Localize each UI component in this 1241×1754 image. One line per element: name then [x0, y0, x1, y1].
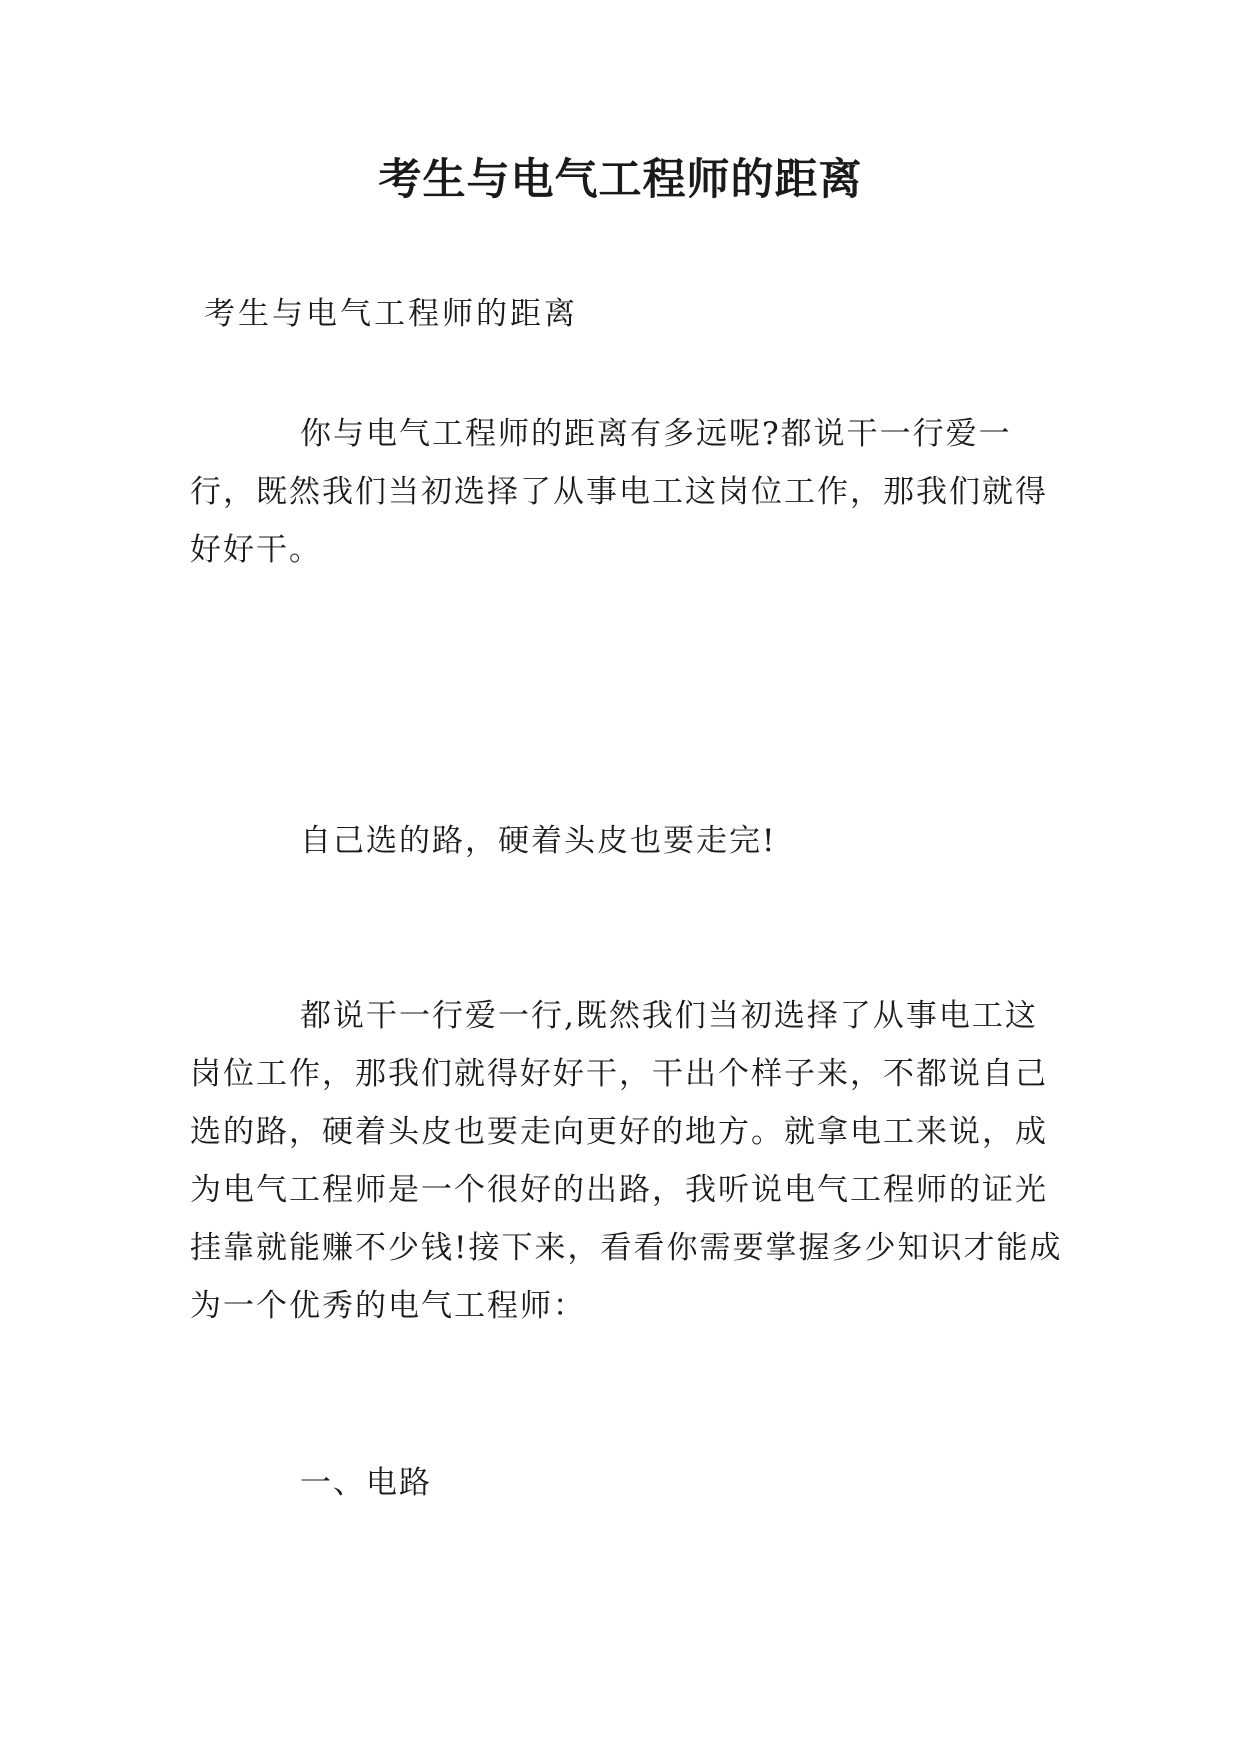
document-title: 考生与电气工程师的距离	[378, 155, 863, 205]
paragraph-motto: 自己选的路，硬着头皮也要走完!	[300, 823, 777, 859]
section-heading-circuit: 一、电路	[300, 1465, 432, 1501]
paragraph-intro: 你与电气工程师的距离有多远呢?都说干一行爱一行，既然我们当初选择了从事电工这岗位工作，那我们就得好好干。	[190, 416, 1048, 568]
paragraph-body: 都说干一行爱一行,既然我们当初选择了从事电工这岗位工作，那我们就得好好干，干出个样子来，不都说自己选的路，硬着头皮也要走向更好的地方。就拿电工来说，成为电气工程师是一个很好的出路，我听说电气工程师的证光挂靠就能赚不少钱!接下来，看看你需要掌握多少知识才能成为一个优秀的电气工程师：	[190, 998, 1063, 1324]
document-subtitle: 考生与电气工程师的距离	[204, 296, 578, 332]
